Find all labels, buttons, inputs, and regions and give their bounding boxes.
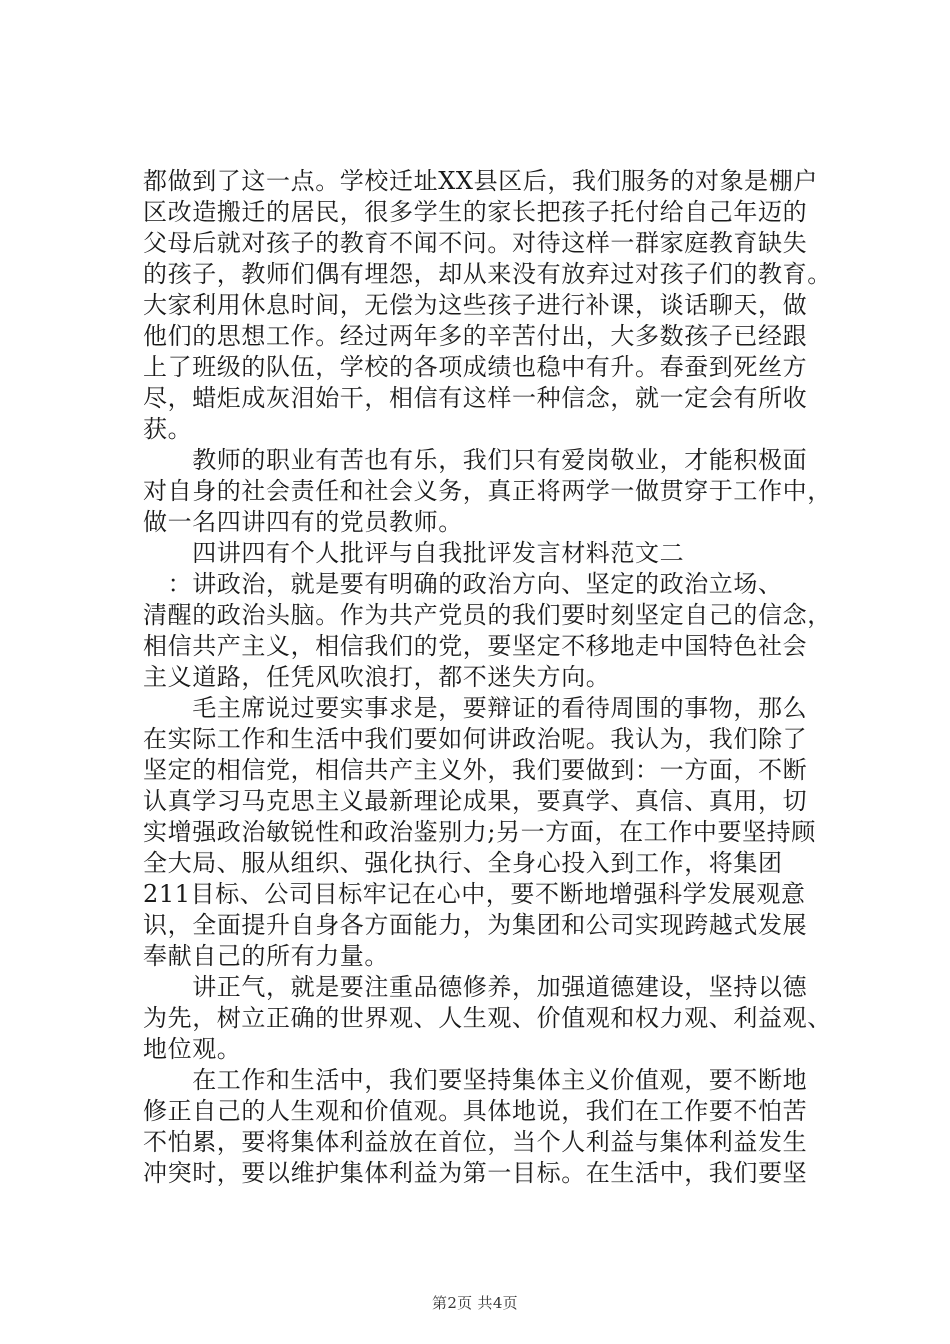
text-line: 主义道路，任凭风吹浪打，都不迷失方向。 (143, 663, 611, 691)
text-line: 尽，蜡炬成灰泪始干，相信有这样一种信念，就一定会有所收 (143, 384, 808, 412)
text-line: 为先，树立正确的世界观、人生观、价值观和权力观、利益观、 (143, 1004, 832, 1032)
text-line: 地位观。 (143, 1035, 242, 1063)
text-line: 清醒的政治头脑。作为共产党员的我们要时刻坚定自己的信念， (143, 601, 832, 629)
text-line: 坚定的相信党，相信共产主义外，我们要做到：一方面，不断 (143, 756, 808, 784)
text-line: 在实际工作和生活中我们要如何讲政治呢。我认为，我们除了 (143, 725, 808, 753)
text-line: 211目标、公司目标牢记在心中，要不断地增强科学发展观意 (143, 880, 806, 908)
text-line: 全大局、服从组织、强化执行、全身心投入到工作，将集团 (143, 849, 783, 877)
text-line: 讲正气，就是要注重品德修养，加强道德建设，坚持以德 (143, 973, 808, 1001)
text-line: 不怕累，要将集体利益放在首位，当个人利益与集体利益发生 (143, 1128, 808, 1156)
text-line: 相信共产主义，相信我们的党，要坚定不移地走中国特色社会 (143, 632, 808, 660)
text-line: 上了班级的队伍，学校的各项成绩也稳中有升。春蚕到死丝方 (143, 353, 808, 381)
text-line: 大家利用休息时间，无偿为这些孩子进行补课，谈话聊天，做 (143, 291, 808, 319)
text-line: 识，全面提升自身各方面能力，为集团和公司实现跨越式发展 (143, 911, 808, 939)
text-line: 的孩子，教师们偶有埋怨，却从来没有放弃过对孩子们的教育。 (143, 260, 832, 288)
text-line: 区改造搬迁的居民，很多学生的家长把孩子托付给自己年迈的 (143, 198, 808, 226)
text-line: 都做到了这一点。学校迁址XX县区后，我们服务的对象是棚户 (143, 167, 818, 195)
text-line: ：讲政治，就是要有明确的政治方向、坚定的政治立场、 (143, 570, 783, 598)
text-line: 获。 (143, 415, 193, 443)
text-line: 做一名四讲四有的党员教师。 (143, 508, 463, 536)
text-line: 教师的职业有苦也有乐，我们只有爱岗敬业，才能积极面 (143, 446, 808, 474)
text-line: 实增强政治敏锐性和政治鉴别力;另一方面，在工作中要坚持顾 (143, 818, 816, 846)
text-line: 毛主席说过要实事求是，要辩证的看待周围的事物，那么 (143, 694, 808, 722)
page-number-footer: 第2页 共4页 (432, 1294, 518, 1312)
text-line: 父母后就对孩子的教育不闻不问。对待这样一群家庭教育缺失 (143, 229, 808, 257)
text-line: 认真学习马克思主义最新理论成果，要真学、真信、真用，切 (143, 787, 808, 815)
text-line: 对自身的社会责任和社会义务，真正将两学一做贯穿于工作中， (143, 477, 832, 505)
text-line: 他们的思想工作。经过两年多的辛苦付出，大多数孩子已经跟 (143, 322, 808, 350)
text-line: 在工作和生活中，我们要坚持集体主义价值观，要不断地 (143, 1066, 808, 1094)
section-heading: 四讲四有个人批评与自我批评发言材料范文二 (143, 539, 685, 567)
text-line: 奉献自己的所有力量。 (143, 942, 389, 970)
text-line: 冲突时，要以维护集体利益为第一目标。在生活中，我们要坚 (143, 1159, 808, 1187)
document-body (143, 166, 848, 1189)
text-line: 修正自己的人生观和价值观。具体地说，我们在工作要不怕苦 (143, 1097, 808, 1125)
